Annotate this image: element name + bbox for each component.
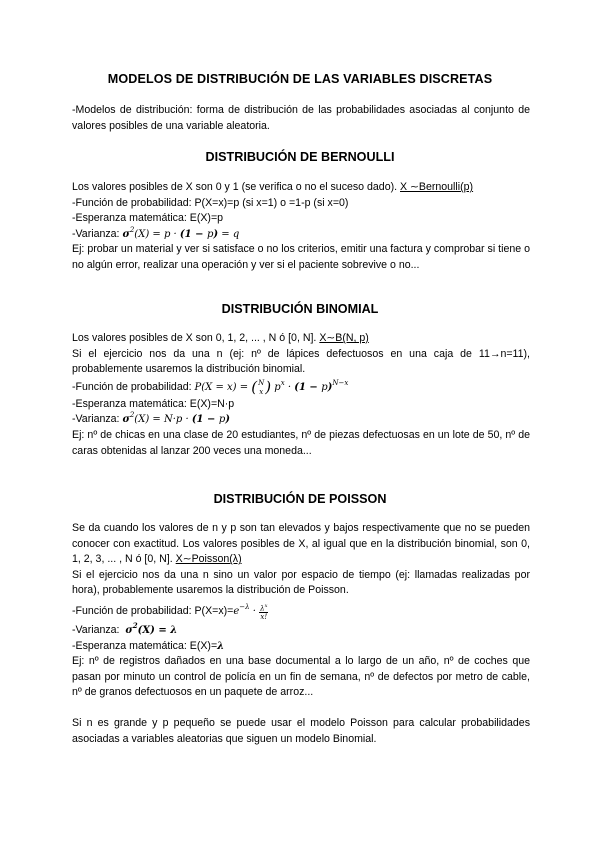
bernoulli-values xyxy=(72,180,530,196)
poisson-section xyxy=(72,521,530,747)
poisson-prob-fn xyxy=(72,599,530,623)
binomial-prob-fn-label: -Función de probabilidad: xyxy=(72,380,192,393)
bernoulli-variance-rendered: $\sigma^2(X) = p \cdot (1 - p) = q$ xyxy=(122,225,240,240)
poisson-hint: Si el ejercicio nos da una n sino un valor por espacio de tiempo (ej: llamadas realizadas por hora), probablemente usaremos la distribución de Poisson. xyxy=(72,568,530,597)
intro-text: -Modelos de distribución: forma de distribución de las probabilidades asociadas al conjunto de valores posibles de una variable aleatoria. xyxy=(72,104,530,132)
bernoulli-section xyxy=(72,180,530,274)
bernoulli-expectation: -Esperanza matemática: E(X)=p xyxy=(72,212,224,225)
bernoulli-heading: DISTRIBUCIÓN DE BERNOULLI xyxy=(205,150,395,164)
page-title: MODELOS DE DISTRIBUCIÓN DE LAS VARIABLES DISCRETAS xyxy=(107,72,493,86)
binomial-section xyxy=(72,331,530,459)
poisson-example: Ej: nº de registros dañados en una base documental a lo largo de un año, nº de coches que pasan por minuto un control de policía en un fin de semana, nº de defectos por metro de cable, nº de granos defectuosos en un paquete de arroz... xyxy=(72,655,530,699)
bernoulli-variance xyxy=(72,227,530,243)
bernoulli-example: Ej: probar un material y ver si satisface o no los criterios, emitir una factura y comprobar si tiene o no algún error, realizar una operación y ver si el paciente sobrevive o no... xyxy=(72,243,530,271)
binomial-hint: Si el ejercicio nos da una n (ej: nº de lápices defectuosos en una caja de 11→n=11), probablemente usaremos la distribución binomial. xyxy=(72,347,530,376)
poisson-variance-label: -Varianza: xyxy=(72,623,120,636)
poisson-expectation xyxy=(72,639,530,655)
binomial-heading: DISTRIBUCIÓN BINOMIAL xyxy=(221,302,379,316)
poisson-prob-fn-rendered: $e^{-\lambda}$ · $\frac{\lambda^x}{x!}$ xyxy=(233,602,268,622)
binomial-expectation: -Esperanza matemática: E(X)=N·p xyxy=(72,397,235,410)
bernoulli-variance-label: -Varianza: xyxy=(72,227,120,240)
poisson-expectation-symbol: λ xyxy=(217,640,225,652)
poisson-variance-rendered: $\sigma^2(X) = \lambda$ xyxy=(125,620,178,636)
poisson-note: Si n es grande y p pequeño se puede usar el modelo Poisson para calcular probabilidades asociadas a variables aleatorias que siguen un modelo Binomial. xyxy=(72,716,530,745)
binomial-prob-fn-rendered: P(X = x) = ( N x ) $p^x \cdot (1 - p)^{N-x}$ xyxy=(194,377,349,396)
poisson-prob-fn-label: -Función de probabilidad: P(X=x)= xyxy=(72,604,234,617)
poisson-variance xyxy=(72,620,530,639)
bernoulli-values-text: Los valores posibles de X son 0 y 1 (se verifica o no el suceso dado). xyxy=(72,181,398,193)
poisson-values xyxy=(72,521,530,568)
binomial-variance-label: -Varianza: xyxy=(72,413,120,426)
binomial-variance xyxy=(72,412,530,428)
poisson-values-text: Se da cuando los valores de n y p son tan elevados y bajos respectivamente que no se pueden conocer con exactitud. Los valores posibles de X, al igual que en la distribución binomial, son 0, 1, 2, 3, ... , N ó [0, N]. xyxy=(72,522,530,566)
poisson-heading: DISTRIBUCIÓN DE POISSON xyxy=(213,492,387,506)
poisson-expectation-label: -Esperanza matemática: E(X)= xyxy=(72,639,218,652)
bernoulli-prob-fn: -Función de probabilidad: P(X=x)=p (si x=1) o =1-p (si x=0) xyxy=(72,196,349,209)
binomial-variance-rendered: $\sigma^2(X) = N\cdot p \cdot (1 - p)$ xyxy=(122,411,230,426)
binomial-values xyxy=(72,331,530,347)
intro-paragraph xyxy=(72,103,530,134)
poisson-notation: X∼Poisson(λ) xyxy=(175,553,242,566)
binomial-prob-fn xyxy=(72,378,530,397)
binomial-notation: X∼B(N, p) xyxy=(319,332,369,344)
bernoulli-notation: X ∼Bernoulli(p) xyxy=(400,181,474,193)
binomial-values-text: Los valores posibles de X son 0, 1, 2, ... , N ó [0, N]. xyxy=(72,332,317,344)
binomial-example: Ej: nº de chicas en una clase de 20 estudiantes, nº de piezas defectuosas en un lote de 50, nº de caras obtenidas al lanzar 200 veces una moneda... xyxy=(72,428,530,457)
